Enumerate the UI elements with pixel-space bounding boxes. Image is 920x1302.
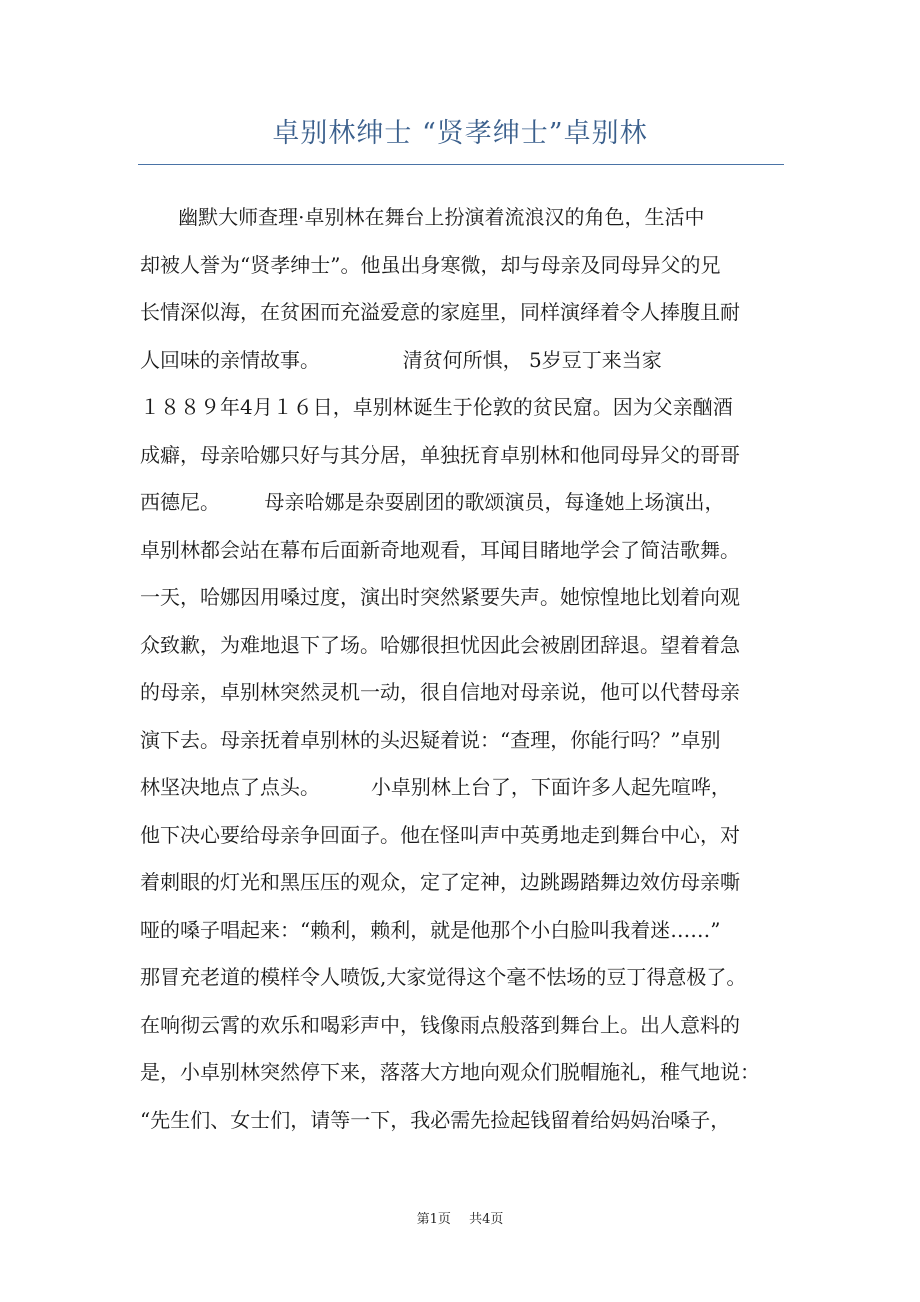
title-underline [138,164,784,165]
body-line: 一天，哈娜因用嗓过度，演出时突然紧要失声。她惊惶地比划着向观 [140,585,740,609]
body-line: 的母亲，卓别林突然灵机一动，很自信地对母亲说，他可以代替母亲 [140,680,740,704]
body-line: 幽默大师查理·卓别林在舞台上扮演着流浪汉的角色，生活中 [140,205,705,229]
body-line: 众致歉，为难地退下了场。哈娜很担忧因此会被剧团辞退。望着着急 [140,632,740,657]
body-line: 林坚决地点了点头。 小卓别林上台了，下面许多人起先喧哗， [140,775,731,799]
body-line: １８８９年4月１６日，卓别林诞生于伦敦的贫民窟。因为父亲酗酒 [140,395,733,419]
body-line: 着刺眼的灯光和黑压压的观众，定了定神，边跳踢踏舞边效仿母亲嘶 [140,870,740,894]
body-line: 却被人誉为“贤孝绅士”。他虽出身寒微，却与母亲及同母异父的兄 [140,252,721,277]
body-line: 他下决心要给母亲争回面子。他在怪叫声中英勇地走到舞台中心，对 [140,822,740,847]
body-line: 卓别林都会站在幕布后面新奇地观看，耳闻目睹地学会了简洁歌舞。 [140,537,740,562]
body-line: 人回味的亲情故事。 清贫何所惧， 5岁豆丁来当家 [140,347,662,372]
document-body [140,194,790,1144]
body-line: 成癖，母亲哈娜只好与其分居，单独抚育卓别林和他同母异父的哥哥 [140,442,740,467]
body-line: “先生们、女士们，请等一下，我必需先捡起钱留着给妈妈治嗓子， [140,1107,731,1132]
page-footer [0,1208,920,1227]
body-line: 在响彻云霄的欢乐和喝彩声中，钱像雨点般落到舞台上。出人意料的 [140,1012,740,1037]
page-total: 共4页 [469,1212,504,1227]
page-number: 第1页 [416,1212,451,1227]
body-line: 那冒充老道的模样令人喷饭,大家觉得这个毫不怯场的豆丁得意极了。 [140,965,747,989]
body-line: 长情深似海，在贫困而充溢爱意的家庭里，同样演绎着令人捧腹且耐 [140,300,740,324]
body-line: 哑的嗓子唱起来：“赖利，赖利，就是他那个小白脸叫我着迷……” [140,917,721,942]
body-line: 是，小卓别林突然停下来，落落大方地向观众们脱帽施礼，稚气地说： [140,1060,760,1084]
document-title: 卓别林绅士 “贤孝绅士”卓别林 [272,118,648,149]
body-line: 西德尼。 母亲哈娜是杂耍剧团的歌颂演员，每逢她上场演出， [140,490,725,514]
body-line: 演下去。母亲抚着卓别林的头迟疑着说：“查理，你能行吗？”卓别 [140,727,721,752]
